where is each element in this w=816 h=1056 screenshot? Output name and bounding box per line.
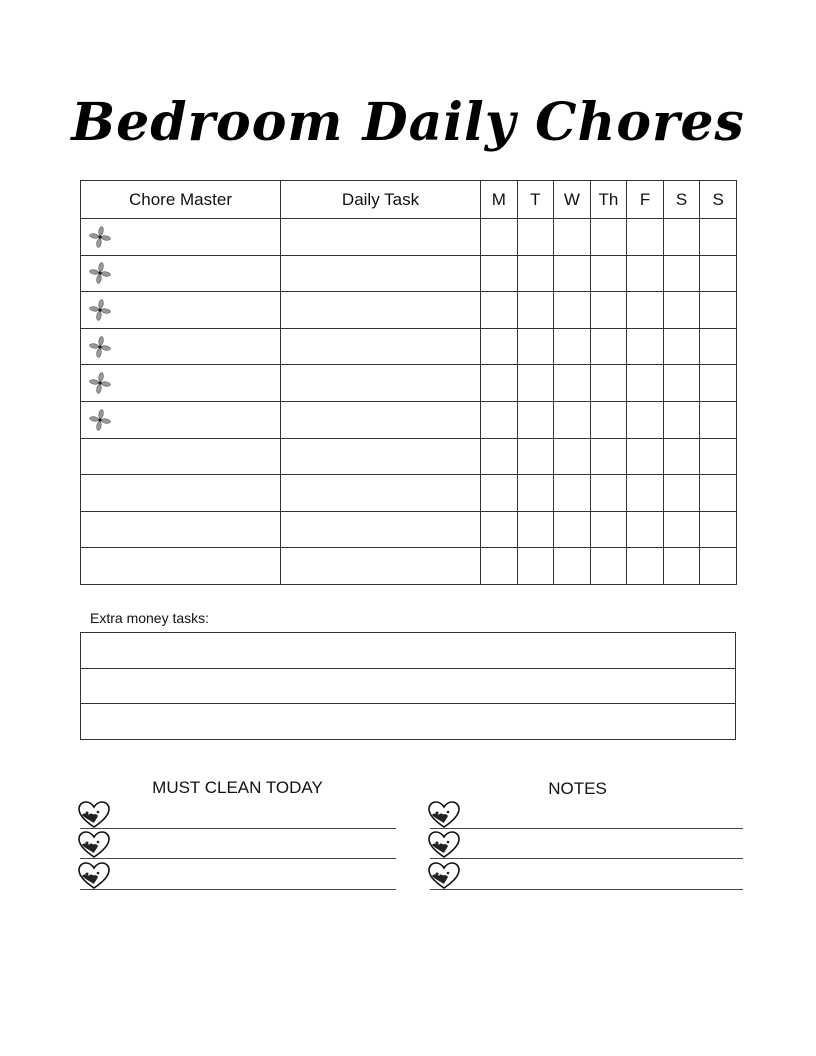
- day-check-cell[interactable]: [627, 255, 664, 292]
- daily-task-cell[interactable]: [281, 255, 481, 292]
- day-check-cell[interactable]: [554, 292, 591, 329]
- day-check-cell[interactable]: [517, 511, 554, 548]
- day-check-cell[interactable]: [481, 292, 518, 329]
- table-row: [81, 219, 737, 256]
- day-check-cell[interactable]: [481, 401, 518, 438]
- notes-title: NOTES: [548, 779, 607, 798]
- flower-icon: [89, 372, 111, 394]
- table-row: [81, 511, 737, 548]
- day-check-cell[interactable]: [590, 475, 627, 512]
- day-check-cell[interactable]: [700, 328, 737, 365]
- daily-task-cell[interactable]: [281, 548, 481, 585]
- day-check-cell[interactable]: [590, 255, 627, 292]
- flower-icon: [89, 336, 111, 358]
- day-check-cell[interactable]: [627, 475, 664, 512]
- heart-icon: [428, 862, 460, 890]
- day-check-cell[interactable]: [627, 548, 664, 585]
- write-line[interactable]: [430, 799, 743, 829]
- extra-row: [81, 633, 736, 669]
- table-row: [81, 438, 737, 475]
- table-row: [81, 328, 737, 365]
- day-check-cell[interactable]: [663, 511, 700, 548]
- must-clean-title: MUST CLEAN TODAY: [152, 778, 323, 797]
- day-check-cell[interactable]: [517, 548, 554, 585]
- table-row: [81, 401, 737, 438]
- flower-icon: [89, 409, 111, 431]
- header-day-su: S: [700, 181, 737, 219]
- day-check-cell[interactable]: [627, 438, 664, 475]
- daily-task-cell[interactable]: [281, 365, 481, 402]
- day-check-cell[interactable]: [481, 219, 518, 256]
- table-row: [81, 292, 737, 329]
- header-day-sa: S: [663, 181, 700, 219]
- day-check-cell[interactable]: [700, 511, 737, 548]
- day-check-cell[interactable]: [590, 401, 627, 438]
- day-check-cell[interactable]: [700, 475, 737, 512]
- table-row: [81, 548, 737, 585]
- day-check-cell[interactable]: [590, 511, 627, 548]
- heart-icon: [78, 801, 110, 829]
- write-line[interactable]: [80, 829, 396, 859]
- day-check-cell[interactable]: [554, 365, 591, 402]
- chore-master-cell[interactable]: [81, 401, 281, 438]
- day-check-cell[interactable]: [663, 475, 700, 512]
- chore-master-cell[interactable]: [81, 328, 281, 365]
- header-day-w: W: [554, 181, 591, 219]
- day-check-cell[interactable]: [663, 292, 700, 329]
- table-row: [81, 475, 737, 512]
- extra-task-cell[interactable]: [81, 704, 736, 740]
- daily-task-cell[interactable]: [281, 292, 481, 329]
- chore-table: [80, 180, 737, 585]
- write-line[interactable]: [80, 860, 396, 890]
- table-row: [81, 365, 737, 402]
- flower-icon: [89, 226, 111, 248]
- day-check-cell[interactable]: [517, 328, 554, 365]
- day-check-cell[interactable]: [663, 401, 700, 438]
- daily-task-cell[interactable]: [281, 401, 481, 438]
- page-title: Bedroom Daily Chores: [71, 92, 745, 153]
- heart-icon: [428, 831, 460, 859]
- day-check-cell[interactable]: [663, 255, 700, 292]
- day-check-cell[interactable]: [627, 401, 664, 438]
- day-check-cell[interactable]: [481, 438, 518, 475]
- heart-icon: [428, 801, 460, 829]
- day-check-cell[interactable]: [663, 438, 700, 475]
- day-check-cell[interactable]: [590, 438, 627, 475]
- day-check-cell[interactable]: [700, 365, 737, 402]
- day-check-cell[interactable]: [627, 365, 664, 402]
- day-check-cell[interactable]: [554, 548, 591, 585]
- day-check-cell[interactable]: [517, 438, 554, 475]
- daily-task-cell[interactable]: [281, 328, 481, 365]
- write-line[interactable]: [430, 860, 743, 890]
- day-check-cell[interactable]: [554, 328, 591, 365]
- chore-master-cell[interactable]: [81, 511, 281, 548]
- day-check-cell[interactable]: [554, 511, 591, 548]
- chore-master-cell[interactable]: [81, 255, 281, 292]
- day-check-cell[interactable]: [481, 328, 518, 365]
- day-check-cell[interactable]: [627, 292, 664, 329]
- header-day-th: Th: [590, 181, 627, 219]
- day-check-cell[interactable]: [481, 255, 518, 292]
- daily-task-cell[interactable]: [281, 475, 481, 512]
- day-check-cell[interactable]: [700, 401, 737, 438]
- day-check-cell[interactable]: [554, 255, 591, 292]
- header-day-m: M: [481, 181, 518, 219]
- extra-row: [81, 704, 736, 740]
- heart-icon: [78, 862, 110, 890]
- chore-master-cell[interactable]: [81, 475, 281, 512]
- day-check-cell[interactable]: [554, 219, 591, 256]
- day-check-cell[interactable]: [517, 219, 554, 256]
- day-check-cell[interactable]: [590, 292, 627, 329]
- extra-row: [81, 668, 736, 704]
- extra-money-label: Extra money tasks:: [90, 610, 210, 626]
- header-chore-master: Chore Master: [81, 181, 281, 219]
- day-check-cell[interactable]: [554, 438, 591, 475]
- day-check-cell[interactable]: [627, 219, 664, 256]
- day-check-cell[interactable]: [554, 475, 591, 512]
- day-check-cell[interactable]: [590, 328, 627, 365]
- write-line[interactable]: [430, 829, 743, 859]
- day-check-cell[interactable]: [481, 548, 518, 585]
- day-check-cell[interactable]: [663, 328, 700, 365]
- extra-task-cell[interactable]: [81, 633, 736, 669]
- day-check-cell[interactable]: [700, 438, 737, 475]
- table-row: [81, 255, 737, 292]
- daily-task-cell[interactable]: [281, 438, 481, 475]
- chore-master-cell[interactable]: [81, 365, 281, 402]
- day-check-cell[interactable]: [481, 475, 518, 512]
- chore-master-cell[interactable]: [81, 219, 281, 256]
- day-check-cell[interactable]: [590, 365, 627, 402]
- flower-icon: [89, 299, 111, 321]
- day-check-cell[interactable]: [590, 219, 627, 256]
- day-check-cell[interactable]: [700, 292, 737, 329]
- day-check-cell[interactable]: [700, 255, 737, 292]
- table-header-row: [81, 181, 737, 219]
- day-check-cell[interactable]: [663, 548, 700, 585]
- day-check-cell[interactable]: [663, 365, 700, 402]
- daily-task-cell[interactable]: [281, 511, 481, 548]
- day-check-cell[interactable]: [517, 365, 554, 402]
- day-check-cell[interactable]: [590, 548, 627, 585]
- extra-money-table: [80, 632, 736, 740]
- day-check-cell[interactable]: [627, 328, 664, 365]
- chore-master-cell[interactable]: [81, 548, 281, 585]
- day-check-cell[interactable]: [517, 401, 554, 438]
- day-check-cell[interactable]: [517, 255, 554, 292]
- heart-icon: [78, 831, 110, 859]
- day-check-cell[interactable]: [517, 475, 554, 512]
- day-check-cell[interactable]: [481, 511, 518, 548]
- day-check-cell[interactable]: [627, 511, 664, 548]
- header-daily-task: Daily Task: [281, 181, 481, 219]
- day-check-cell[interactable]: [481, 365, 518, 402]
- day-check-cell[interactable]: [517, 292, 554, 329]
- write-line[interactable]: [80, 799, 396, 829]
- header-day-f: F: [627, 181, 664, 219]
- chore-master-cell[interactable]: [81, 292, 281, 329]
- flower-icon: [89, 262, 111, 284]
- day-check-cell[interactable]: [554, 401, 591, 438]
- daily-task-cell[interactable]: [281, 219, 481, 256]
- extra-task-cell[interactable]: [81, 668, 736, 704]
- day-check-cell[interactable]: [663, 219, 700, 256]
- day-check-cell[interactable]: [700, 548, 737, 585]
- chore-master-cell[interactable]: [81, 438, 281, 475]
- day-check-cell[interactable]: [700, 219, 737, 256]
- header-day-t: T: [517, 181, 554, 219]
